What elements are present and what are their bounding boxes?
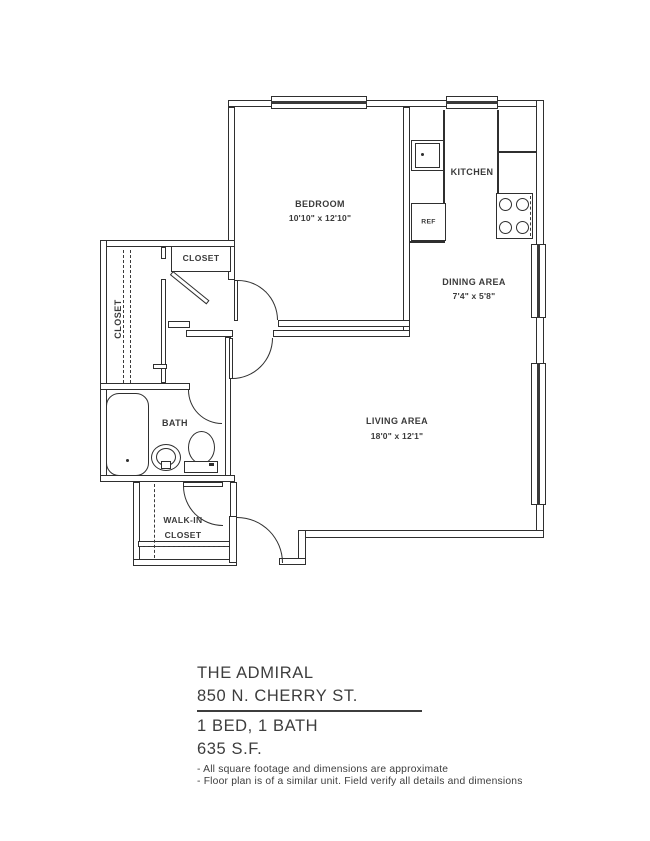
stove-burner xyxy=(516,221,529,234)
bath-label: BATH xyxy=(162,418,188,428)
disclaimer-line-1: - All square footage and dimensions are approximate xyxy=(197,763,449,775)
kitchen-faucet-dot xyxy=(421,153,424,156)
bath-sink-faucet xyxy=(161,461,171,469)
property-address: 850 N. CHERRY ST. xyxy=(197,687,358,705)
window-glass xyxy=(537,244,540,318)
window-glass xyxy=(271,101,367,104)
hall-closet-label: CLOSET xyxy=(182,253,220,263)
walkin-rod xyxy=(140,546,228,547)
wall-bath-bottom xyxy=(100,475,235,482)
wall-bedroom-kitchen xyxy=(403,107,410,332)
ref-label: REF xyxy=(421,218,436,226)
wall-hall-south-left xyxy=(186,330,233,337)
bathtub xyxy=(106,393,149,476)
window-glass xyxy=(446,101,498,104)
wall-bath-top xyxy=(100,383,190,390)
stove-burner xyxy=(516,198,529,211)
walkin-label-line2: CLOSET xyxy=(164,530,202,540)
window-kitchen xyxy=(446,96,498,109)
window-dining xyxy=(531,244,546,318)
disclaimer-line-2: - Floor plan is of a similar unit. Field verify all details and dimensions xyxy=(197,776,523,788)
wall-walkin-right xyxy=(230,482,237,518)
wall-hall-south-right xyxy=(273,330,410,337)
hall-door-arc xyxy=(232,338,273,379)
wall-hall-jog xyxy=(168,321,190,328)
wall-closet-right-a xyxy=(161,247,166,259)
wall-bottom-living xyxy=(305,530,544,538)
wall-walkin-left xyxy=(133,482,140,566)
bedroom-door-arc xyxy=(238,280,278,320)
window-glass xyxy=(537,363,540,505)
closet-rod xyxy=(123,250,124,383)
counter-left-bottom xyxy=(410,241,445,243)
dining-dims: 7'4" x 5'8" xyxy=(452,291,496,301)
living-dims: 18'0" x 12'1" xyxy=(370,431,424,441)
wall-entry-step-h xyxy=(279,558,306,565)
footer-info xyxy=(197,662,523,789)
bed-bath-count: 1 BED, 1 BATH xyxy=(197,716,319,735)
property-title: THE ADMIRAL xyxy=(197,664,314,682)
bath-door-arc xyxy=(188,390,222,424)
closet-rod xyxy=(130,250,131,383)
wall-walkin-bottom xyxy=(133,559,237,566)
toilet-bowl xyxy=(188,431,215,464)
stove-dash xyxy=(530,196,531,236)
left-closet-label: CLOSET xyxy=(113,299,123,339)
divider-rule xyxy=(197,710,422,712)
entry-door-arc xyxy=(237,517,283,563)
square-footage: 635 S.F. xyxy=(197,739,263,758)
wall-closet-stub xyxy=(153,364,167,369)
window-bedroom xyxy=(271,96,367,109)
living-label: LIVING AREA xyxy=(365,416,429,426)
bathtub-drain xyxy=(126,459,129,462)
entry-door-leaf xyxy=(229,516,237,563)
dining-label: DINING AREA xyxy=(442,277,506,287)
toilet-flush-knob xyxy=(209,463,214,466)
closet-bifold-door xyxy=(170,271,210,304)
kitchen-sink-basin xyxy=(415,143,440,168)
walkin-label-line1: WALK-IN xyxy=(163,515,203,525)
wall-bedroom-bottom xyxy=(278,320,410,327)
counter-right-divider xyxy=(498,151,536,153)
bedroom-dims: 10'10" x 12'10" xyxy=(288,213,352,223)
stove-burner xyxy=(499,221,512,234)
stove-burner xyxy=(499,198,512,211)
kitchen-label: KITCHEN xyxy=(450,167,494,177)
window-living xyxy=(531,363,546,505)
bedroom-label: BEDROOM xyxy=(295,199,345,209)
